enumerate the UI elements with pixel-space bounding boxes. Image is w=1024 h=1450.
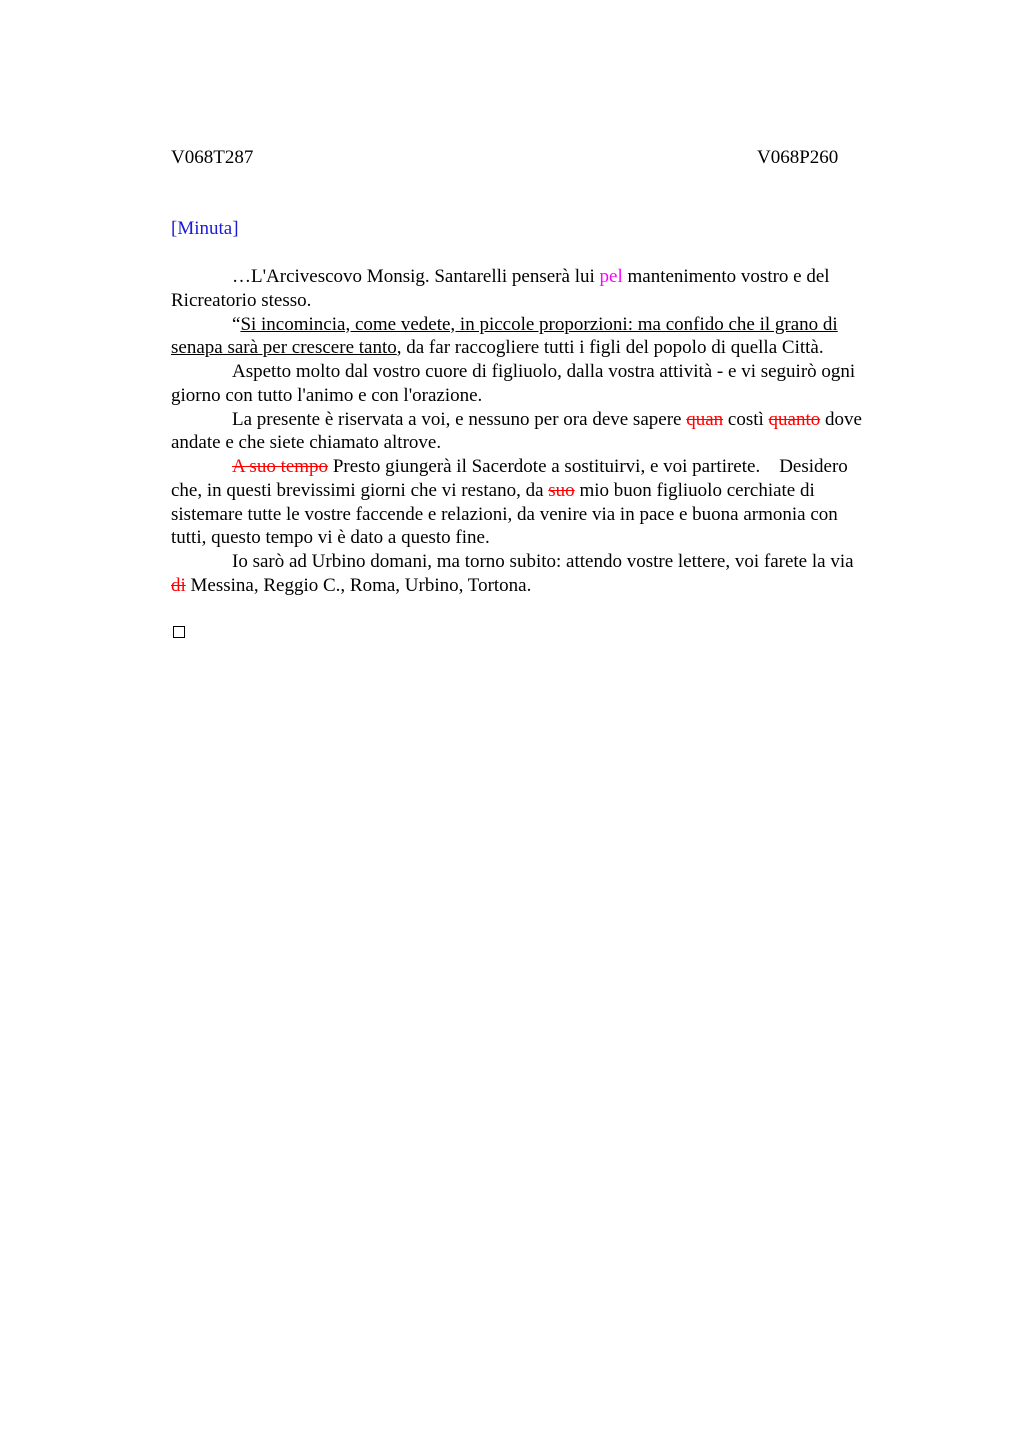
paragraph-5-text-e: tutti, questo tempo vi è dato a questo fine. <box>171 527 490 549</box>
paragraph-5-text-d: sistemare tutte le vostre faccende e relazioni, da venire via in pace e buona armonia con <box>171 503 838 525</box>
paragraph-1-text-c: Ricreatorio stesso. <box>171 289 312 311</box>
paragraph-2 <box>171 313 919 361</box>
paragraph-5-text-c: mio buon figliuolo cerchiate di <box>574 479 815 501</box>
paragraph-2-rest: , da far raccogliere tutti i figli del popolo di quella Città. <box>396 337 824 359</box>
paragraph-1-text-a: …L'Arcivescovo Monsig. Santarelli penserà lui <box>232 266 600 287</box>
paragraph-6 <box>171 550 919 598</box>
deleted-word-1: quan <box>686 408 724 430</box>
deleted-word-4: di <box>171 574 186 596</box>
paragraph-3 <box>171 360 919 408</box>
volume-page-code: V068P260 <box>757 147 839 168</box>
paragraph-3-text-b: giorno con tutto l'animo e con l'orazione. <box>171 384 483 406</box>
volume-text-code: V068T287 <box>171 147 254 168</box>
paragraph-5-text-b: che, in questi brevissimi giorni che vi restano, da <box>171 479 549 501</box>
paragraph-3-text-a: Aspetto molto dal vostro cuore di figliuolo, dalla vostra attività - e vi seguirò ogni <box>232 361 856 382</box>
underlined-text-1: Si incomincia, come vedete, in piccole proporzioni: ma confido che il grano di <box>240 313 838 335</box>
paragraph-4-text-a: La presente è riservata a voi, e nessuno per ora deve sapere <box>232 408 687 430</box>
paragraph-6-text-b: Messina, Reggio C., Roma, Urbino, Tortona. <box>185 574 532 596</box>
paragraph-4 <box>171 408 919 456</box>
paragraph-1 <box>171 265 919 313</box>
minuta-label: [Minuta] <box>171 218 239 239</box>
deleted-word-3: suo <box>548 479 575 501</box>
paragraph-4-text-b: costì <box>723 408 769 430</box>
deleted-word-2: quanto <box>768 408 821 430</box>
letter-body <box>171 265 919 598</box>
opening-quote: “ <box>232 313 241 335</box>
paragraph-1-text-b: mantenimento vostro e del <box>622 266 830 287</box>
paragraph-4-text-d: andate e che siete chiamato altrove. <box>171 432 442 454</box>
paragraph-5 <box>171 455 919 550</box>
inserted-word: pel <box>599 266 623 287</box>
end-mark-square-icon <box>173 626 185 638</box>
deleted-phrase: A suo tempo <box>232 456 329 477</box>
paragraph-5-text-a: Presto giungerà il Sacerdote a sostituirvi, e voi partirete. Desidero <box>328 456 848 477</box>
paragraph-4-text-c: dove <box>820 408 862 430</box>
paragraph-6-text-a: Io sarò ad Urbino domani, ma torno subito: attendo vostre lettere, voi farete la via <box>232 551 854 572</box>
underlined-text-2: senapa sarà per crescere tanto <box>171 337 397 359</box>
